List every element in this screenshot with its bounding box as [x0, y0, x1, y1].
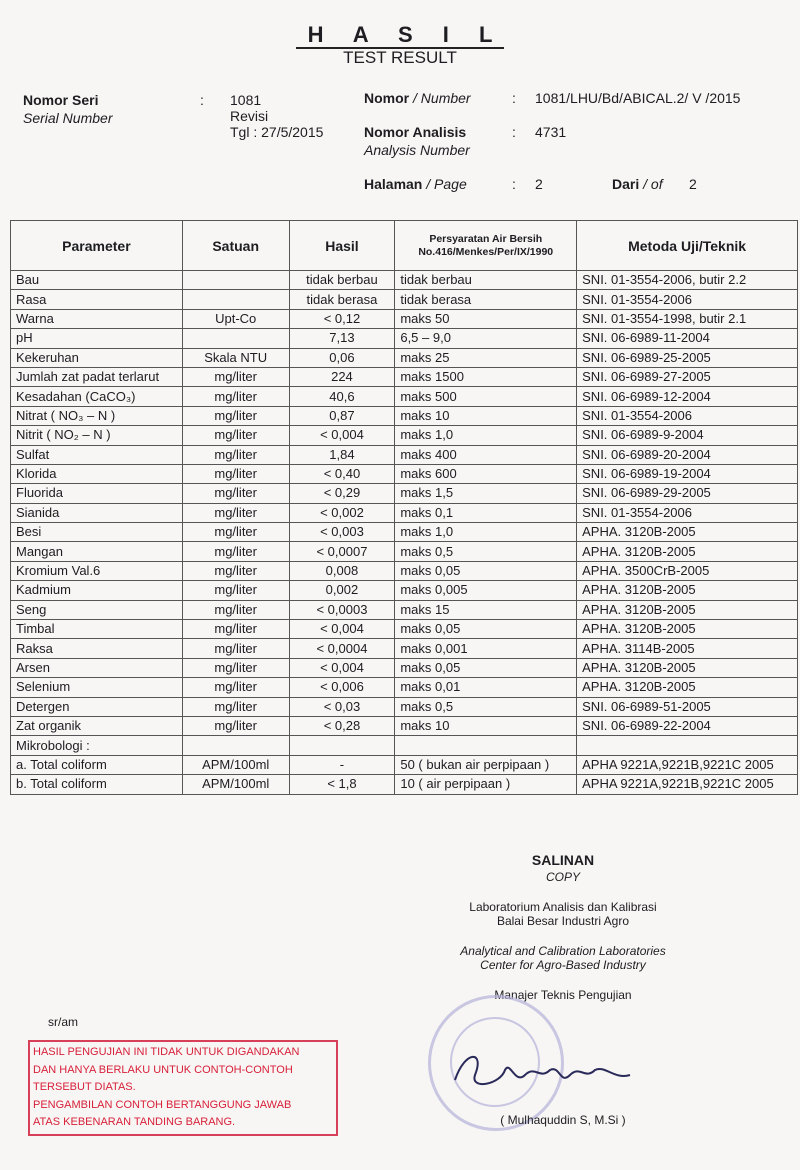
cell-result: 0,87	[289, 406, 395, 425]
cell-method: SNI. 06-6989-9-2004	[577, 426, 798, 445]
cell-result: 0,008	[289, 561, 395, 580]
cell-requirement: maks 0,1	[395, 503, 577, 522]
cell-parameter: Kesadahan (CaCO₃)	[11, 387, 183, 406]
cell-method	[577, 736, 798, 755]
cell-result: < 0,004	[289, 658, 395, 677]
cell-result	[289, 736, 395, 755]
serial-value: 1081	[230, 92, 262, 108]
cell-method: APHA. 3120B-2005	[577, 620, 798, 639]
results-table	[10, 220, 798, 795]
cell-result: 224	[289, 367, 395, 386]
cell-method: SNI. 01-3554-1998, butir 2.1	[577, 309, 798, 328]
cell-unit: mg/liter	[182, 561, 289, 580]
cell-requirement: tidak berasa	[395, 290, 577, 309]
table-row	[11, 271, 798, 290]
cell-method: SNI. 06-6989-51-2005	[577, 697, 798, 716]
cell-requirement: maks 10	[395, 406, 577, 425]
cell-result: < 0,40	[289, 464, 395, 483]
cell-method: SNI. 06-6989-19-2004	[577, 464, 798, 483]
cell-method: APHA. 3120B-2005	[577, 523, 798, 542]
table-row	[11, 329, 798, 348]
cell-requirement: 10 ( air perpipaan )	[395, 775, 577, 794]
cell-result: < 0,29	[289, 484, 395, 503]
salinan-label: SALINAN	[531, 852, 595, 868]
cell-parameter: Timbal	[11, 620, 183, 639]
number-label: Nomor / Number	[364, 90, 471, 106]
cell-unit: Upt-Co	[182, 309, 289, 328]
cell-requirement	[395, 736, 577, 755]
cell-requirement: maks 0,005	[395, 581, 577, 600]
cell-parameter: Selenium	[11, 678, 183, 697]
table-row	[11, 620, 798, 639]
table-row	[11, 639, 798, 658]
col-satuan: Satuan	[182, 221, 289, 271]
cell-method: APHA 9221A,9221B,9221C 2005	[577, 775, 798, 794]
cell-method: SNI. 06-6989-20-2004	[577, 445, 798, 464]
cell-requirement: maks 1,0	[395, 426, 577, 445]
cell-parameter: Kromium Val.6	[11, 561, 183, 580]
cell-parameter: Jumlah zat padat terlarut	[11, 367, 183, 386]
cell-requirement: maks 15	[395, 600, 577, 619]
cell-parameter: Sianida	[11, 503, 183, 522]
cell-unit: mg/liter	[182, 716, 289, 735]
cell-method: APHA. 3500CrB-2005	[577, 561, 798, 580]
cell-method: SNI. 06-6989-22-2004	[577, 716, 798, 735]
cell-requirement: maks 1,5	[395, 484, 577, 503]
cell-requirement: maks 0,05	[395, 561, 577, 580]
lab-name-en: Analytical and Calibration Laboratories Center for Agro-Based Industry	[460, 944, 666, 972]
cell-requirement: maks 1,0	[395, 523, 577, 542]
cell-unit: mg/liter	[182, 503, 289, 522]
cell-result: < 0,03	[289, 697, 395, 716]
cell-result: < 0,0003	[289, 600, 395, 619]
col-parameter: Parameter	[11, 221, 183, 271]
table-row	[11, 464, 798, 483]
cell-requirement: 6,5 – 9,0	[395, 329, 577, 348]
signature	[445, 1040, 645, 1100]
table-row	[11, 600, 798, 619]
table-row	[11, 736, 798, 755]
cell-unit: mg/liter	[182, 658, 289, 677]
table-row	[11, 367, 798, 386]
cell-requirement: maks 1500	[395, 367, 577, 386]
cell-method: SNI. 06-6989-12-2004	[577, 387, 798, 406]
analysis-label: Nomor Analisis	[364, 124, 467, 140]
table-row	[11, 503, 798, 522]
signer-role: Manajer Teknis Pengujian	[494, 988, 632, 1002]
cell-parameter: Nitrat ( NO₃ – N )	[11, 406, 183, 425]
col-hasil: Hasil	[289, 221, 395, 271]
table-row	[11, 775, 798, 794]
cell-parameter: Rasa	[11, 290, 183, 309]
document-title: H A S I L	[0, 22, 800, 48]
cell-unit: mg/liter	[182, 542, 289, 561]
of-label: Dari / of	[612, 176, 663, 192]
cell-result: < 0,004	[289, 620, 395, 639]
analysis-value: 4731	[535, 124, 567, 140]
cell-result: 1,84	[289, 445, 395, 464]
cell-method: APHA. 3120B-2005	[577, 600, 798, 619]
serial-label-en: Serial Number	[23, 110, 113, 126]
cell-requirement: maks 0,01	[395, 678, 577, 697]
col-metoda: Metoda Uji/Teknik	[577, 221, 798, 271]
cell-unit: mg/liter	[182, 697, 289, 716]
cell-parameter: a. Total coliform	[11, 755, 183, 774]
number-value: 1081/LHU/Bd/ABICAL.2/ V /2015	[535, 90, 741, 106]
cell-result: 40,6	[289, 387, 395, 406]
cell-unit: mg/liter	[182, 445, 289, 464]
cell-parameter: Zat organik	[11, 716, 183, 735]
cell-parameter: Raksa	[11, 639, 183, 658]
page-label: Halaman / Page	[364, 176, 467, 192]
cell-parameter: Sulfat	[11, 445, 183, 464]
cell-method: SNI. 06-6989-27-2005	[577, 367, 798, 386]
cell-requirement: maks 400	[395, 445, 577, 464]
cell-result: tidak berbau	[289, 271, 395, 290]
table-row	[11, 387, 798, 406]
cell-result: 7,13	[289, 329, 395, 348]
analysis-label-en: Analysis Number	[364, 142, 470, 158]
cell-method: SNI. 01-3554-2006, butir 2.2	[577, 271, 798, 290]
cell-unit: mg/liter	[182, 639, 289, 658]
table-row	[11, 697, 798, 716]
cell-method: APHA. 3120B-2005	[577, 542, 798, 561]
cell-parameter: Mikrobologi :	[11, 736, 183, 755]
cell-unit: mg/liter	[182, 678, 289, 697]
serial-date: Tgl : 27/5/2015	[230, 124, 324, 140]
cell-parameter: Detergen	[11, 697, 183, 716]
cell-unit: mg/liter	[182, 464, 289, 483]
cell-parameter: Klorida	[11, 464, 183, 483]
table-row	[11, 561, 798, 580]
cell-result: < 0,12	[289, 309, 395, 328]
cell-parameter: Kekeruhan	[11, 348, 183, 367]
cell-parameter: Besi	[11, 523, 183, 542]
cell-requirement: maks 25	[395, 348, 577, 367]
cell-parameter: Bau	[11, 271, 183, 290]
table-row	[11, 523, 798, 542]
disclaimer-box: HASIL PENGUJIAN INI TIDAK UNTUK DIGANDAKAN DAN HANYA BERLAKU UNTUK CONTOH-CONTOH TERSEBUT DIATAS. PENGAMBILAN CONTOH BERTANGGUNG JAWAB ATAS KEBENARAN TANDING BARANG.	[28, 1040, 338, 1136]
table-row	[11, 348, 798, 367]
copy-label: COPY	[545, 870, 580, 884]
cell-result: < 0,28	[289, 716, 395, 735]
table-row	[11, 445, 798, 464]
cell-parameter: Seng	[11, 600, 183, 619]
cell-result: 0,002	[289, 581, 395, 600]
cell-requirement: maks 0,05	[395, 620, 577, 639]
cell-result: < 0,006	[289, 678, 395, 697]
cell-unit: mg/liter	[182, 484, 289, 503]
cell-parameter: b. Total coliform	[11, 775, 183, 794]
cell-method: SNI. 06-6989-25-2005	[577, 348, 798, 367]
initials: sr/am	[48, 1015, 78, 1029]
cell-result: 0,06	[289, 348, 395, 367]
cell-result: < 0,003	[289, 523, 395, 542]
cell-result: -	[289, 755, 395, 774]
cell-parameter: pH	[11, 329, 183, 348]
table-row	[11, 716, 798, 735]
cell-method: APHA 9221A,9221B,9221C 2005	[577, 755, 798, 774]
cell-unit: mg/liter	[182, 600, 289, 619]
table-row	[11, 542, 798, 561]
table-row	[11, 290, 798, 309]
cell-parameter: Nitrit ( NO₂ – N )	[11, 426, 183, 445]
cell-unit: Skala NTU	[182, 348, 289, 367]
cell-method: SNI. 01-3554-2006	[577, 503, 798, 522]
table-row	[11, 581, 798, 600]
cell-unit: APM/100ml	[182, 775, 289, 794]
table-row	[11, 406, 798, 425]
cell-unit: mg/liter	[182, 426, 289, 445]
cell-requirement: maks 0,5	[395, 542, 577, 561]
cell-method: SNI. 06-6989-11-2004	[577, 329, 798, 348]
cell-requirement: maks 50	[395, 309, 577, 328]
cell-method: APHA. 3114B-2005	[577, 639, 798, 658]
cell-result: tidak berasa	[289, 290, 395, 309]
cell-method: APHA. 3120B-2005	[577, 658, 798, 677]
cell-parameter: Mangan	[11, 542, 183, 561]
cell-result: < 1,8	[289, 775, 395, 794]
table-row	[11, 484, 798, 503]
cell-unit	[182, 329, 289, 348]
cell-requirement: 50 ( bukan air perpipaan )	[395, 755, 577, 774]
table-row	[11, 658, 798, 677]
cell-parameter: Fluorida	[11, 484, 183, 503]
cell-unit: mg/liter	[182, 523, 289, 542]
signer-name: ( Mulhaquddin S, M.Si )	[500, 1113, 626, 1127]
serial-label: Nomor Seri	[23, 92, 99, 108]
cell-method: SNI. 01-3554-2006	[577, 406, 798, 425]
table-row	[11, 755, 798, 774]
cell-requirement: maks 0,05	[395, 658, 577, 677]
table-row	[11, 309, 798, 328]
cell-method: APHA. 3120B-2005	[577, 678, 798, 697]
cell-requirement: maks 10	[395, 716, 577, 735]
cell-unit	[182, 290, 289, 309]
cell-requirement: maks 0,001	[395, 639, 577, 658]
cell-requirement: tidak berbau	[395, 271, 577, 290]
cell-parameter: Warna	[11, 309, 183, 328]
lab-name: Laboratorium Analisis dan Kalibrasi Balai Besar Industri Agro	[469, 900, 657, 928]
cell-requirement: maks 500	[395, 387, 577, 406]
cell-method: APHA. 3120B-2005	[577, 581, 798, 600]
cell-parameter: Arsen	[11, 658, 183, 677]
cell-unit: mg/liter	[182, 406, 289, 425]
serial-revision: Revisi	[230, 108, 269, 124]
of-value: 2	[689, 176, 697, 192]
cell-parameter: Kadmium	[11, 581, 183, 600]
cell-result: < 0,0004	[289, 639, 395, 658]
col-persyaratan: Persyaratan Air Bersih No.416/Menkes/Per/IX/1990	[395, 221, 577, 271]
cell-requirement: maks 0,5	[395, 697, 577, 716]
cell-result: < 0,0007	[289, 542, 395, 561]
cell-method: SNI. 06-6989-29-2005	[577, 484, 798, 503]
cell-unit: APM/100ml	[182, 755, 289, 774]
document-subtitle: TEST RESULT	[343, 48, 457, 67]
test-result-document: H A S I L TEST RESULT Nomor Seri Serial Number : 1081 Revisi Tgl : 27/5/2015 Nomor / Number : 1081/LHU/Bd/ABICAL.2/ V /2015 Nomor Analisis Analysis Number : 4731 Halaman / Page : 2 Dari / of 2 Parameter Satuan Hasil Persyaratan Air Bersih No.416/Menkes/Per/IX/1990 Metoda Uji/Teknik Bau tidak berbau tidak berbau SNI. 01-3554-2006, butir 2.2 Rasa tidak berasa tidak berasa SNI. 01-3554-2006 Warna Upt-Co < 0,12 maks 50 SNI. 01-3554-1998, butir 2.1 pH 7,13 6,5 – 9,0 SNI. 06-6989-11-2004 Kekeruhan Skala NTU 0,06 maks 25 SNI. 06-6989-25-2005 Jumlah zat padat terlarut mg/liter 224 maks 1500 SNI. 06-6989-27-2005 Kesadahan (CaCO₃) mg/liter 40,6 maks 500 SNI. 06-6989-12-2004 Nitrat ( NO₃ – N ) mg/liter 0,87 maks 10 SNI. 01-3554-2006 Nitrit ( NO₂ – N ) mg/liter < 0,004 maks 1,0 SNI. 06-6989-9-2004 Sulfat mg/liter 1,84 maks 400 SNI. 06-6989-20-2004 Klorida mg/liter < 0,40 maks 600 SNI. 06-6989-19-2004 Fluorida mg/liter < 0,29 maks 1,5 SNI. 06-6989-29-2005 Sianida mg/liter < 0,002 maks 0,1 SNI. 01-3554-2006 Besi mg/liter < 0,003 maks 1,0 APHA. 3120B-2005 Mangan mg/liter < 0,0007 maks 0,5 APHA. 3120B-2005 Kromium Val.6 mg/liter 0,008 maks 0,05 APHA. 3500CrB-2005 Kadmium mg/liter 0,002 maks 0,005 APHA. 3120B-2005 Seng mg/liter < 0,0003 maks 15 APHA. 3120B-2005 Timbal mg/liter < 0,004 maks 0,05 APHA. 3120B-2005 Raksa mg/liter < 0,0004 maks 0,001 APHA. 3114B-2005 Arsen mg/liter < 0,004 maks 0,05 APHA. 3120B-2005 Selenium mg/liter < 0,006 maks 0,01 APHA. 3120B-2005 Detergen mg/liter < 0,03 maks 0,5 SNI. 06-6989-51-2005 Zat organik mg/liter < 0,28 maks 10 SNI. 06-6989-22-2004 Mikrobologi : a. Total coliform APM/100ml - 50 ( bukan air perpipaan ) APHA 9221A,9221B,9221C 2005 b. Total coliform APM/100ml < 1,8 10 ( air perpipaan ) APHA 9221A,9221B,9221C 2005 sr/am HASIL PENGUJIAN INI TIDAK UNTUK DIGANDAKAN DAN HANYA BERLAKU UNTUK CONTOH-CONTOH TERSEBUT DIATAS. PENGAMBILAN CONTOH BERTANGGUNG JAWAB ATAS KEBENARAN TANDING BARANG. SALINAN COPY Laboratorium Analisis dan Kalibrasi Balai Besar Industri Agro Analytical and Calibration Laboratories Center for Agro-Based Industry Manajer Teknis Pengujian ( Mulhaquddin S, M.Si )	[0, 0, 800, 1170]
cell-result: < 0,002	[289, 503, 395, 522]
table-row	[11, 678, 798, 697]
cell-method: SNI. 01-3554-2006	[577, 290, 798, 309]
cell-unit: mg/liter	[182, 581, 289, 600]
cell-unit	[182, 271, 289, 290]
cell-unit	[182, 736, 289, 755]
cell-unit: mg/liter	[182, 387, 289, 406]
cell-unit: mg/liter	[182, 620, 289, 639]
cell-requirement: maks 600	[395, 464, 577, 483]
page-value: 2	[535, 176, 543, 192]
cell-result: < 0,004	[289, 426, 395, 445]
cell-unit: mg/liter	[182, 367, 289, 386]
table-row	[11, 426, 798, 445]
